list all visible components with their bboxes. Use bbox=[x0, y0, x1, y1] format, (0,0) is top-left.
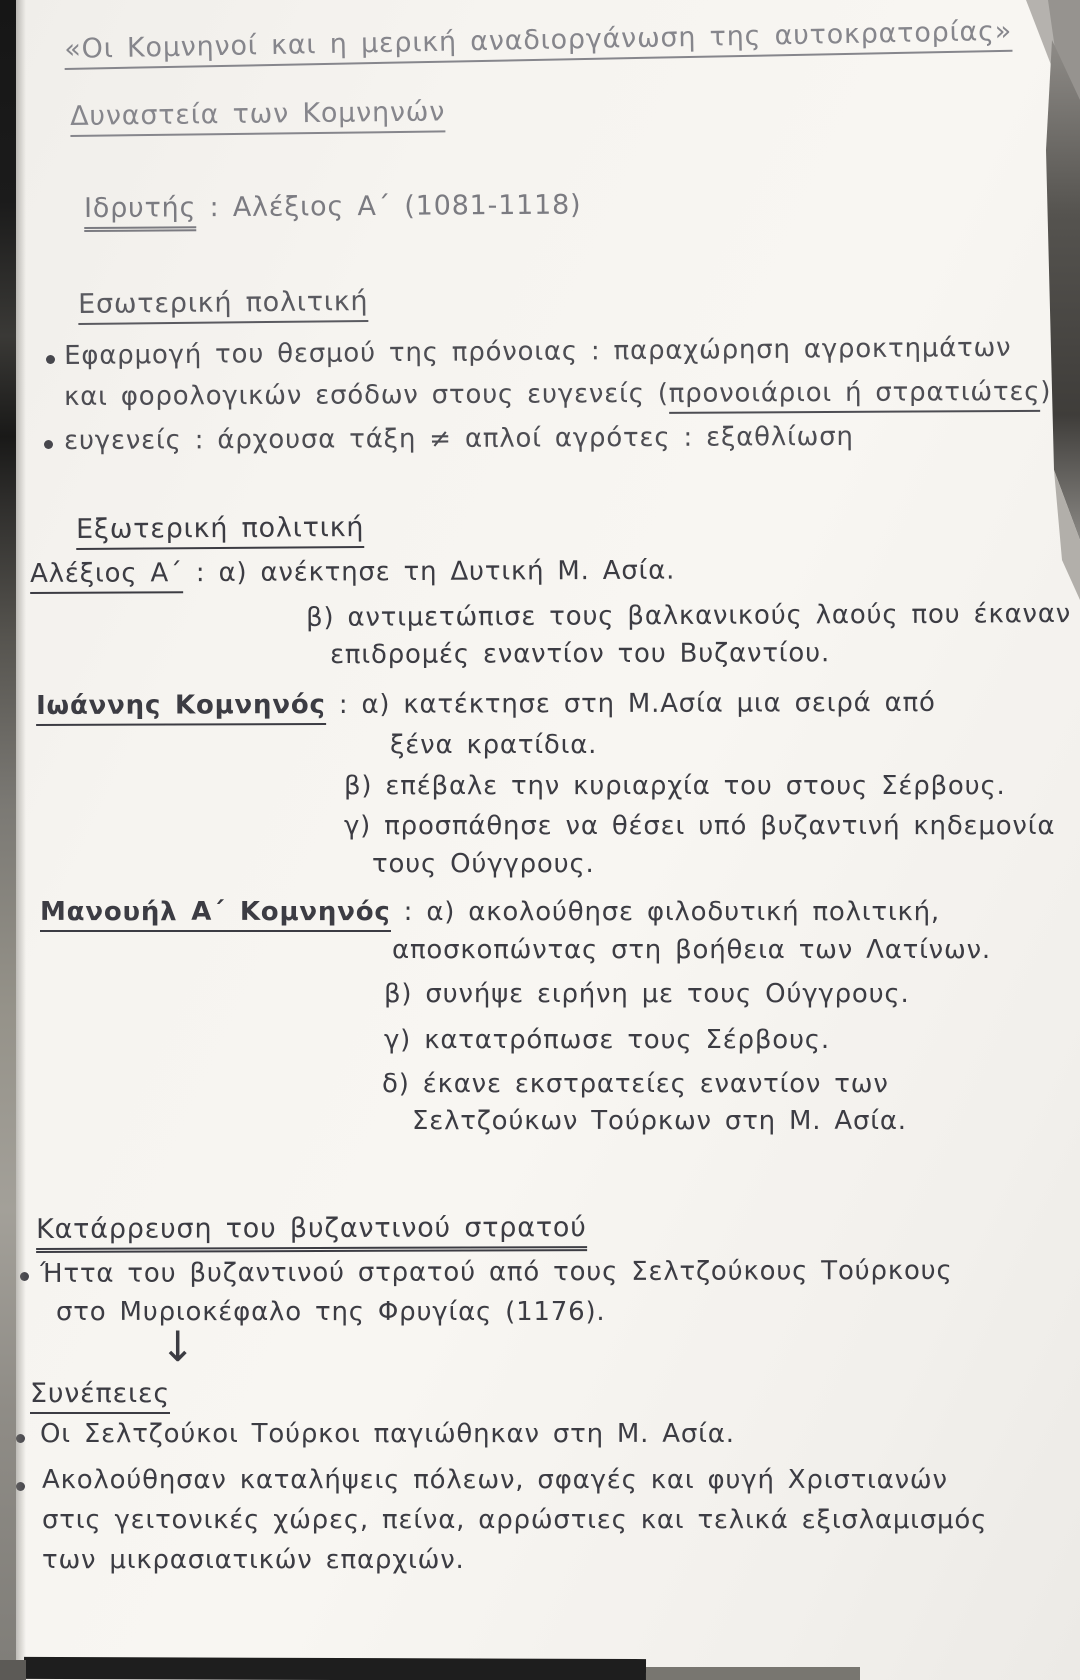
internal-policy-heading-text: Εσωτερική πολιτική bbox=[78, 286, 369, 325]
alexios-item-b-line1: β) αντιμετώπισε τους βαλκανικούς λαούς που έκαναν bbox=[305, 598, 1072, 633]
manouil-item-d-line2: Σελτζούκων Τούρκων στη Μ. Ασία. bbox=[412, 1106, 907, 1136]
internal-policy-heading bbox=[78, 286, 369, 320]
consequences-bullet2-line1: Ακολούθησαν καταλήψεις πόλεων, σφαγές και φυγή Χριστιανών bbox=[42, 1465, 948, 1495]
photo-edge-bottom bbox=[24, 1657, 646, 1680]
bullet-dot bbox=[44, 440, 53, 449]
ioannis-item-a-line2: ξένα κρατίδια. bbox=[390, 730, 598, 760]
photo-edge-bottom-left bbox=[0, 1660, 26, 1680]
alexios-name: Αλέξιος Α´ bbox=[30, 558, 183, 594]
collapse-bullet-line2: στο Μυριοκέφαλο της Φρυγίας (1176). bbox=[56, 1297, 606, 1327]
manouil-line bbox=[40, 898, 940, 928]
external-policy-heading-text: Εξωτερική πολιτική bbox=[76, 512, 364, 550]
collapse-heading-text: Κατάρρευση του βυζαντινού στρατού bbox=[36, 1212, 587, 1253]
photo-edge-bottom-fade bbox=[646, 1667, 860, 1680]
internal-bullet1-line2 bbox=[64, 378, 1051, 413]
consequences-heading-text: Συνέπειες bbox=[30, 1378, 170, 1414]
internal-bullet1-line2-pre: και φορολογικών εσόδων στους ευγενείς ( bbox=[63, 378, 669, 412]
manouil-item-a-line2: αποσκοπώντας στη βοήθεια των Λατίνων. bbox=[392, 935, 991, 965]
manouil-item-d-line1: δ) έκανε εκστρατείες εναντίον των bbox=[382, 1069, 889, 1099]
consequences-bullet2-line3: των μικρασιατικών επαρχιών. bbox=[42, 1545, 465, 1575]
page-title bbox=[64, 16, 1012, 65]
internal-bullet2: ευγενείς : άρχουσα τάξη ≠ απλοί αγρότες : εξαθλίωση bbox=[63, 421, 854, 456]
photo-edge-top-right bbox=[988, 0, 1080, 620]
manouil-separator: : bbox=[390, 897, 427, 927]
ioannis-item-c-line1: γ) προσπάθησε να θέσει υπό βυζαντινή κηδεμονία bbox=[344, 811, 1056, 841]
manouil-item-c: γ) κατατρόπωσε τους Σέρβους. bbox=[384, 1025, 830, 1055]
consequences-heading bbox=[30, 1378, 170, 1409]
down-arrow-icon: ↓ bbox=[160, 1322, 196, 1371]
ioannis-item-c-line2: τους Ούγγρους. bbox=[372, 849, 595, 879]
page-subtitle bbox=[70, 96, 445, 132]
ioannis-line bbox=[36, 689, 936, 722]
founder-label: Ιδρυτής bbox=[84, 192, 196, 232]
internal-bullet1-line2-underlined: προνοιάριοι ή στρατιώτες bbox=[669, 377, 1041, 414]
page-title-text: «Οι Κομνηνοί και η μερική αναδιοργάνωση της αυτοκρατορίας» bbox=[64, 16, 1012, 70]
consequences-bullet1: Οι Σελτζούκοι Τούρκοι παγιώθηκαν στη Μ. Ασία. bbox=[40, 1419, 735, 1449]
manouil-item-a-line1: α) ακολούθησε φιλοδυτική πολιτική, bbox=[426, 897, 940, 927]
photo-edge-left bbox=[0, 0, 16, 1680]
bullet-dot bbox=[46, 355, 55, 364]
founder-value: : Αλέξιος Α´ (1081-1118) bbox=[196, 189, 582, 224]
external-policy-heading bbox=[76, 512, 364, 545]
manouil-name: Μανουήλ Α´ Κομνηνός bbox=[40, 897, 391, 932]
collapse-bullet-line1: Ήττα του βυζαντινού στρατού από τους Σελτζούκους Τούρκους bbox=[39, 1255, 953, 1289]
photo-edge-left-shadow bbox=[16, 0, 26, 1680]
alexios-item-b-line2: επιδρομές εναντίον του Βυζαντίου. bbox=[329, 638, 831, 670]
ioannis-separator: : bbox=[325, 689, 362, 720]
ioannis-name: Ιωάννης Κομνηνός bbox=[36, 690, 326, 726]
collapse-heading bbox=[36, 1212, 587, 1245]
alexios-separator: : bbox=[182, 558, 219, 589]
founder-line bbox=[84, 190, 582, 225]
internal-bullet1-line1: Εφαρμογή του θεσμού της πρόνοιας : παραχώρηση αγροκτημάτων bbox=[63, 332, 1012, 371]
manouil-item-b: β) συνήψε ειρήνη με τους Ούγγρους. bbox=[384, 979, 910, 1009]
internal-bullet1-line2-post: ) bbox=[1040, 376, 1052, 407]
consequences-bullet2-line2: στις γειτονικές χώρες, πείνα, αρρώστιες και τελικά εξισλαμισμός bbox=[42, 1505, 988, 1535]
alexios-line bbox=[30, 557, 675, 590]
ioannis-item-a-line1: α) κατέκτησε στη Μ.Ασία μια σειρά από bbox=[361, 687, 936, 720]
page-subtitle-text: Δυναστεία των Κομνηνών bbox=[70, 96, 445, 137]
alexios-item-a: α) ανέκτησε τη Δυτική Μ. Ασία. bbox=[218, 555, 676, 589]
ioannis-item-b: β) επέβαλε την κυριαρχία του στους Σέρβους. bbox=[344, 771, 1006, 801]
